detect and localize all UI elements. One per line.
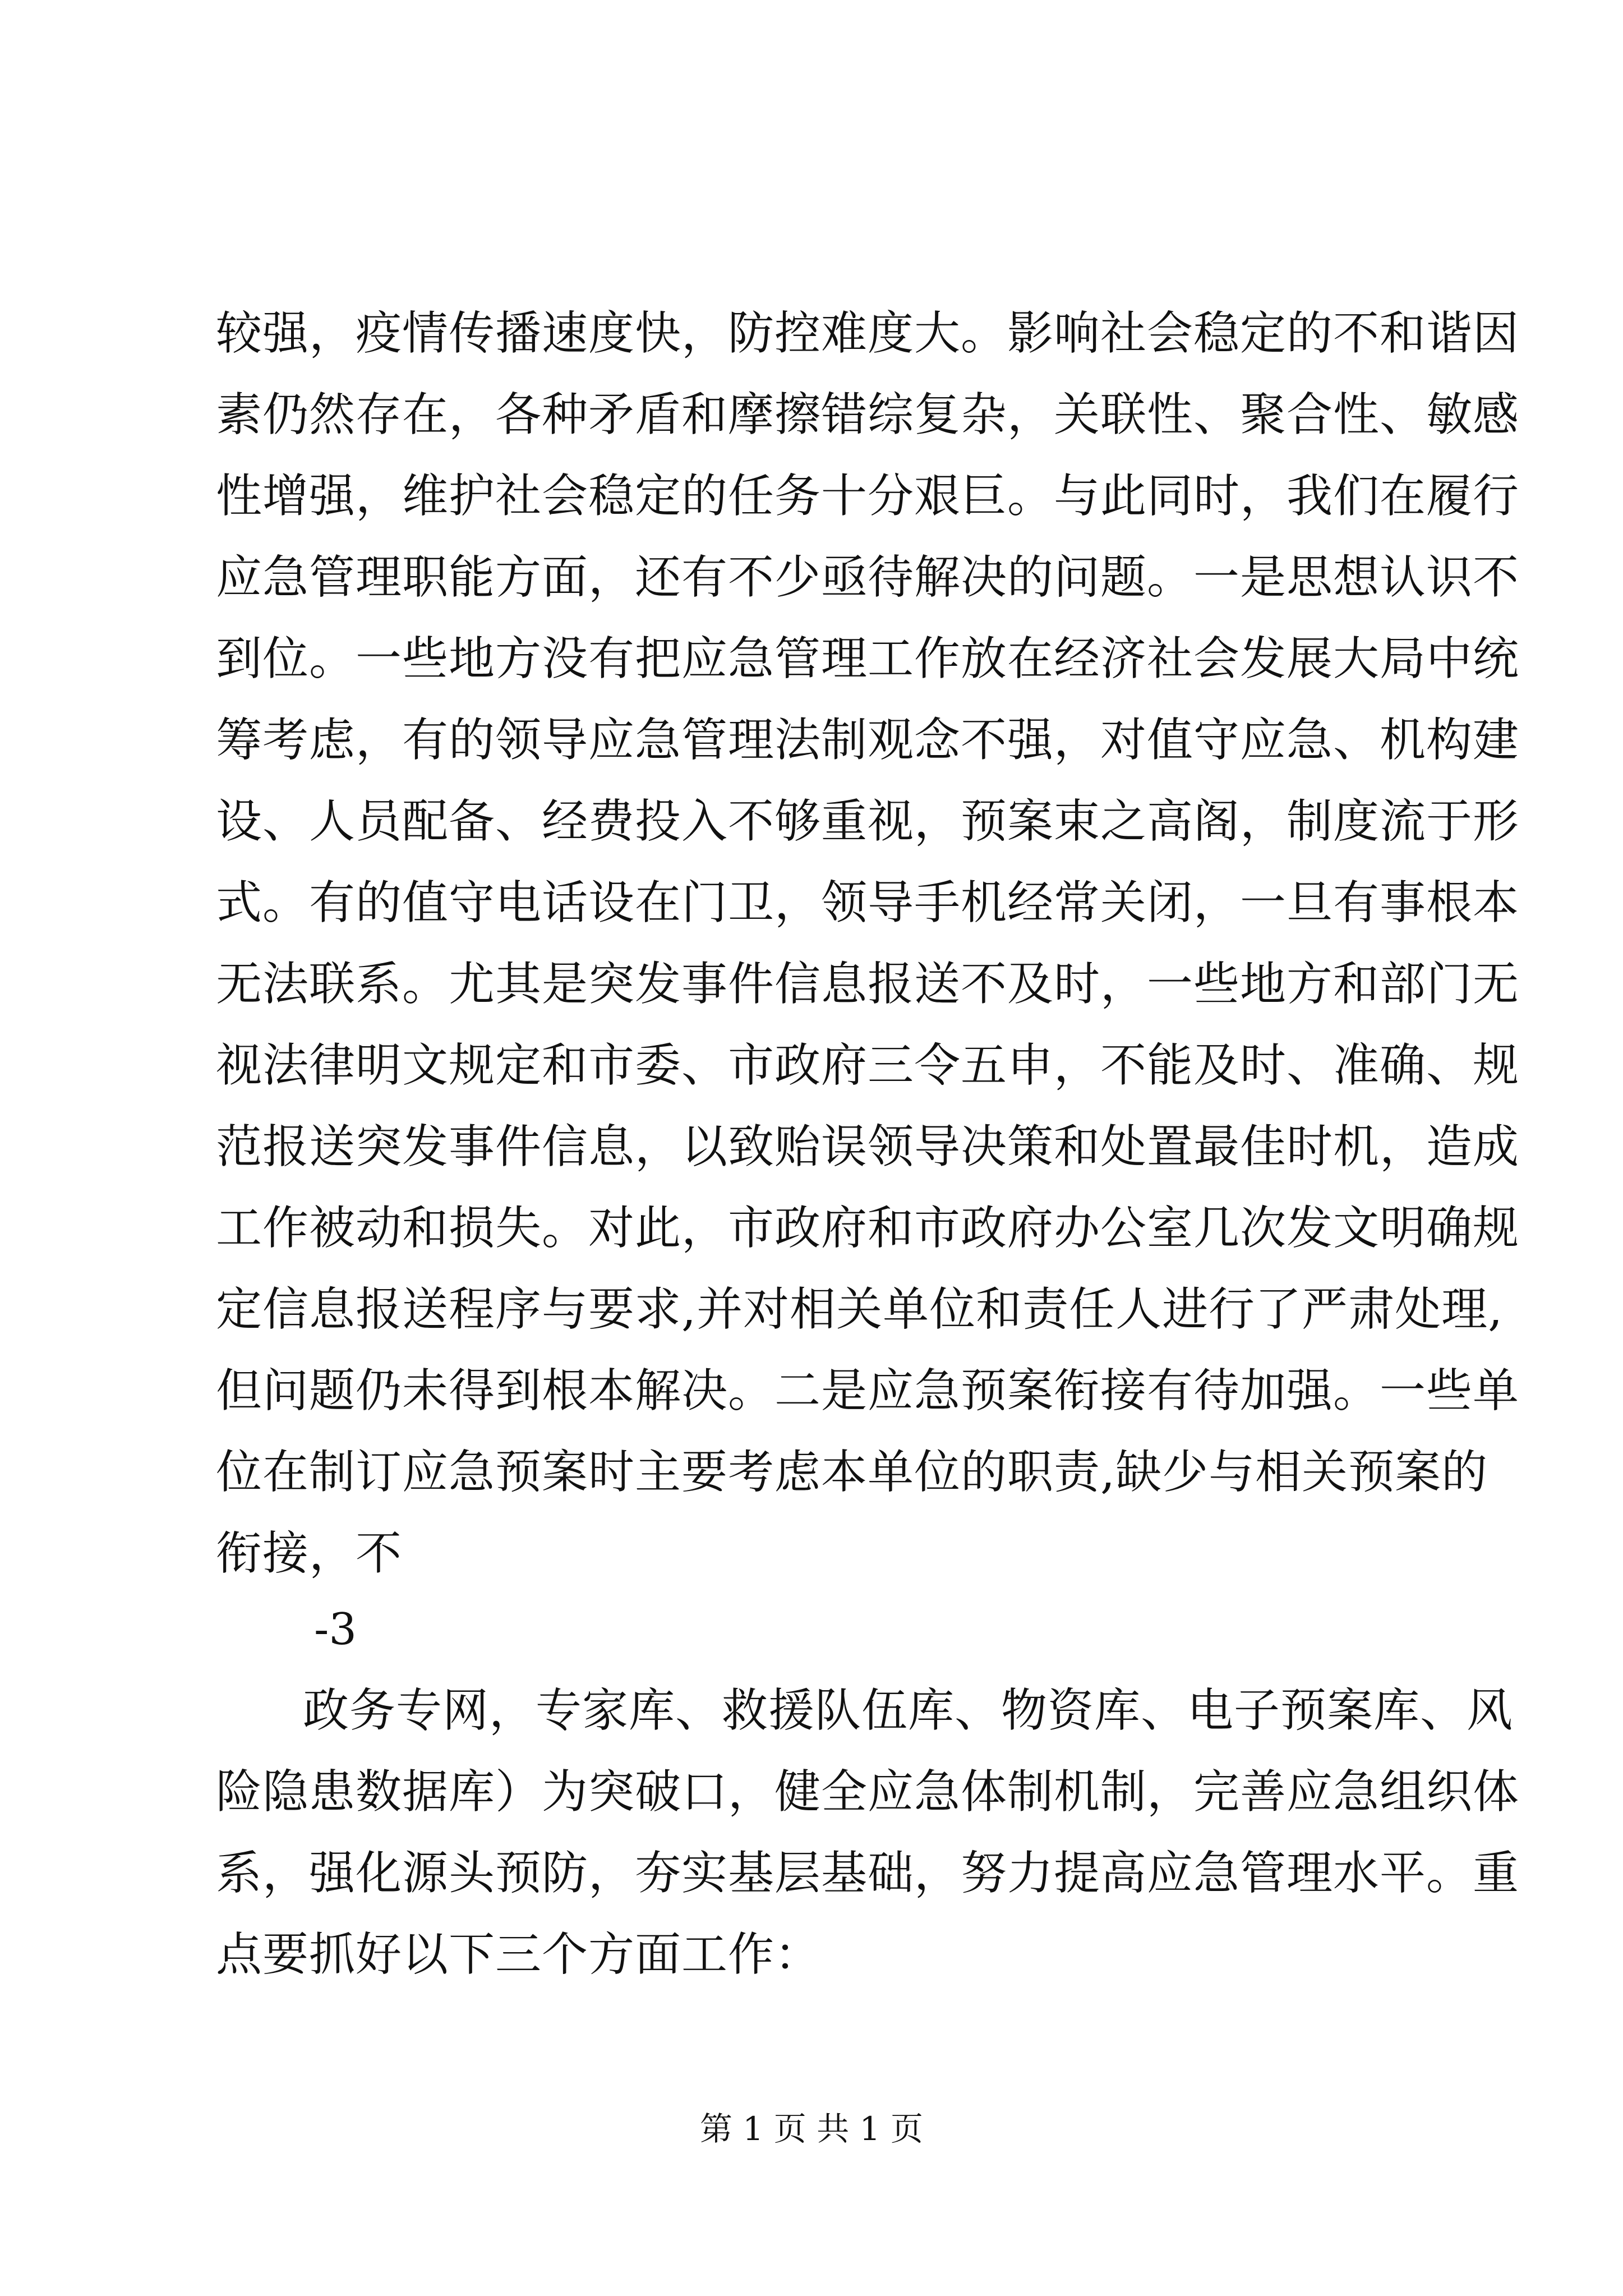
body-text-line: 工作被动和损失。对此，市政府和市政府办公室几次发文明确规 [216,1202,1520,1255]
body-text-line: 无法联系。尤其是突发事件信息报送不及时，一些地方和部门无 [216,958,1520,1011]
page-marker: -3 [314,1604,357,1655]
body-text-line: 设、人员配备、经费投入不够重视，预案束之高阁，制度流于形 [216,795,1520,848]
body-text-line: 政务专网，专家库、救援队伍库、物资库、电子预案库、风 [303,1684,1514,1737]
body-text-line: 点要抓好以下三个方面工作： [216,1928,822,1981]
body-text-line: 定信息报送程序与要求,并对相关单位和责任人进行了严肃处理, [216,1283,1504,1336]
body-text-line: 到位。一些地方没有把应急管理工作放在经济社会发展大局中统 [216,632,1520,685]
body-text-line: 范报送突发事件信息，以致贻误领导决策和处置最佳时机，造成 [216,1120,1520,1174]
body-text-line: 位在制订应急预案时主要考虑本单位的职责,缺少与相关预案的 [216,1446,1488,1499]
body-text-line: 应急管理职能方面，还有不少亟待解决的问题。一是思想认识不 [216,551,1520,604]
body-text-line: 式。有的值守电话设在门卫，领导手机经常关闭，一旦有事根本 [216,876,1520,930]
body-text-line: 素仍然存在，各种矛盾和摩擦错综复杂，关联性、聚合性、敏感 [216,388,1520,441]
body-text-line: 性增强，维护社会稳定的任务十分艰巨。与此同时，我们在履行 [216,470,1520,523]
body-text-line: 险隐患数据库）为突破口，健全应急体制机制，完善应急组织体 [216,1765,1520,1819]
body-text-line: 筹考虑，有的领导应急管理法制观念不强，对值守应急、机构建 [216,714,1520,767]
body-text-line: 较强，疫情传播速度快，防控难度大。影响社会稳定的不和谐因 [216,307,1520,360]
body-text-line: 系，强化源头预防，夯实基层基础，努力提高应急管理水平。重 [216,1847,1520,1900]
body-text-line: 但问题仍未得到根本解决。二是应急预案衔接有待加强。一些单 [216,1364,1520,1418]
body-text-line: 视法律明文规定和市委、市政府三令五申，不能及时、准确、规 [216,1039,1520,1092]
body-text-line: 衔接，不 [216,1527,403,1580]
page-footer: 第 1 页 共 1 页 [700,2110,923,2148]
